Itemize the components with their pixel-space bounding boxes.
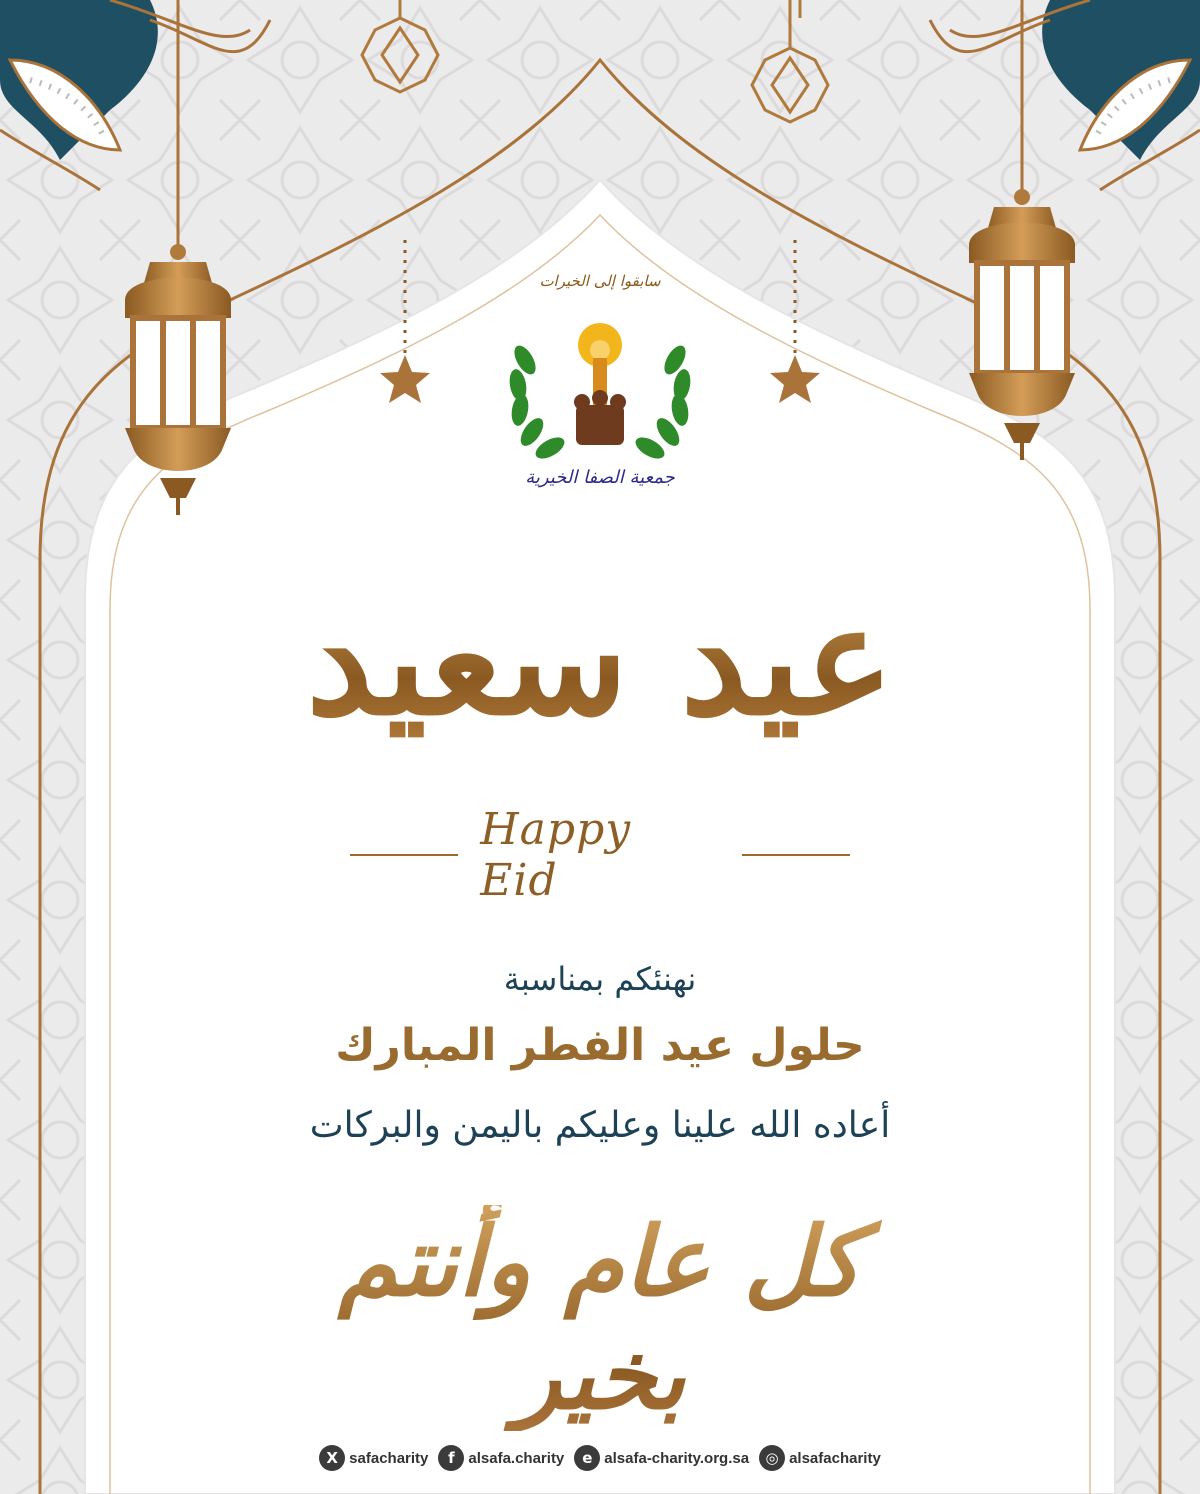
greeting-line-2: حلول عيد الفطر المبارك <box>335 1020 865 1071</box>
social-x-label: safacharity <box>349 1449 429 1467</box>
logo-motto: سابقوا إلى الخيرات <box>539 272 661 290</box>
charity-logo <box>490 262 710 502</box>
social-x[interactable] <box>319 1445 428 1471</box>
top-right-flower-ornament <box>930 0 1200 190</box>
greeting-line-3: أعاده الله علينا وعليكم باليمن والبركات <box>309 1105 891 1146</box>
happy-eid-row <box>350 804 850 906</box>
happy-eid-text: Happy Eid <box>480 804 632 906</box>
web-icon: e <box>574 1445 600 1471</box>
social-website-label: alsafa-charity.org.sa <box>604 1449 750 1467</box>
eid-saeed-title: عيد سعيد <box>200 575 1000 748</box>
facebook-icon: f <box>438 1445 464 1471</box>
kul-am-calligraphy: كل عام وأنتم بخير <box>250 1205 950 1431</box>
logo-emblem <box>490 290 710 490</box>
greeting-line-1: نهنئكم بمناسبة <box>503 960 697 998</box>
logo-name: جمعية الصفا الخيرية <box>525 467 675 488</box>
social-facebook-label: alsafa.charity <box>468 1449 565 1467</box>
social-facebook[interactable] <box>438 1445 564 1471</box>
instagram-icon: ◎ <box>759 1445 785 1471</box>
social-instagram-label: alsafacharity <box>789 1449 881 1467</box>
divider-left <box>350 854 458 856</box>
social-website[interactable] <box>574 1445 749 1471</box>
social-instagram[interactable] <box>759 1445 881 1471</box>
top-left-flower-ornament <box>0 0 270 190</box>
divider-right <box>742 854 850 856</box>
hanging-ornaments <box>362 0 828 122</box>
social-links <box>295 1440 905 1476</box>
x-icon: X <box>319 1445 345 1471</box>
